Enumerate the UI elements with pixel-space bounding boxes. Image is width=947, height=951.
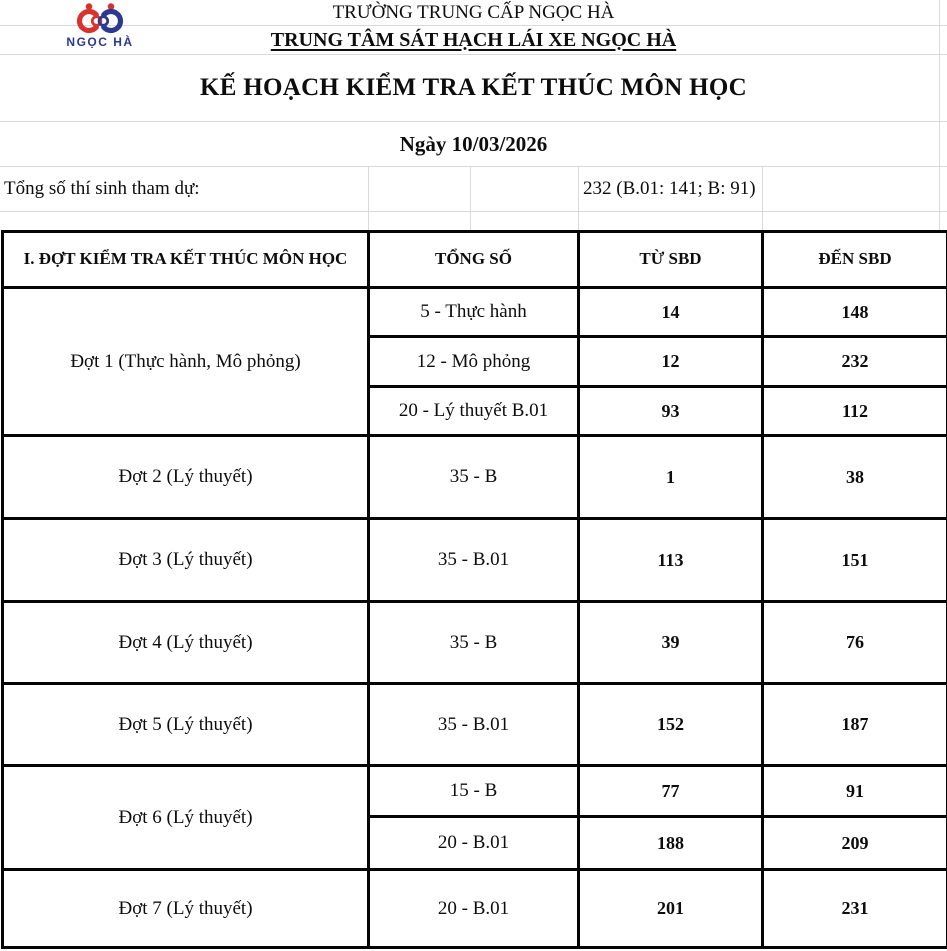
to-sbd-cell: 232 bbox=[763, 337, 947, 387]
table-row bbox=[3, 602, 947, 684]
table-row bbox=[3, 436, 947, 519]
from-sbd-cell: 113 bbox=[579, 519, 763, 602]
from-sbd-cell: 93 bbox=[579, 387, 763, 436]
gridline-vertical bbox=[368, 167, 369, 211]
gridline-vertical bbox=[578, 167, 579, 211]
total-candidates-row bbox=[0, 167, 947, 212]
from-sbd-cell: 77 bbox=[579, 766, 763, 817]
to-sbd-cell: 112 bbox=[763, 387, 947, 436]
table-row bbox=[3, 519, 947, 602]
from-sbd-cell: 188 bbox=[579, 817, 763, 870]
center-name: TRUNG TÂM SÁT HẠCH LÁI XE NGỌC HÀ bbox=[270, 28, 677, 51]
table-row bbox=[3, 870, 947, 948]
batch-label-cell: Đợt 2 (Lý thuyết) bbox=[3, 436, 369, 519]
to-sbd-cell: 231 bbox=[763, 870, 947, 948]
to-sbd-cell: 76 bbox=[763, 602, 947, 684]
total-cell: 35 - B bbox=[369, 436, 579, 519]
total-cell: 5 - Thực hành bbox=[369, 288, 579, 337]
batch-label-cell: Đợt 3 (Lý thuyết) bbox=[3, 519, 369, 602]
from-sbd-cell: 12 bbox=[579, 337, 763, 387]
total-cell: 35 - B bbox=[369, 602, 579, 684]
from-sbd-cell: 14 bbox=[579, 288, 763, 337]
total-cell: 20 - B.01 bbox=[369, 870, 579, 948]
gridline-vertical bbox=[368, 212, 369, 230]
gridline-vertical bbox=[470, 212, 471, 230]
from-sbd-cell: 201 bbox=[579, 870, 763, 948]
total-cell: 20 - B.01 bbox=[369, 817, 579, 870]
table-row bbox=[3, 684, 947, 766]
school-name: TRƯỜNG TRUNG CẤP NGỌC HÀ bbox=[332, 1, 615, 23]
to-sbd-cell: 38 bbox=[763, 436, 947, 519]
to-sbd-cell: 91 bbox=[763, 766, 947, 817]
column-header-from-sbd: TỪ SBD bbox=[579, 232, 763, 288]
to-sbd-cell: 209 bbox=[763, 817, 947, 870]
to-sbd-cell: 187 bbox=[763, 684, 947, 766]
batch-label-cell: Đợt 7 (Lý thuyết) bbox=[3, 870, 369, 948]
column-header-to-sbd: ĐẾN SBD bbox=[763, 232, 947, 288]
total-cell: 35 - B.01 bbox=[369, 684, 579, 766]
table-row bbox=[3, 766, 947, 817]
total-cell: 15 - B bbox=[369, 766, 579, 817]
batch-label-cell: Đợt 1 (Thực hành, Mô phỏng) bbox=[3, 288, 369, 436]
total-candidates-label: Tổng số thí sinh tham dự: bbox=[4, 178, 200, 199]
document-title-row bbox=[0, 55, 947, 122]
batch-label-cell: Đợt 6 (Lý thuyết) bbox=[3, 766, 369, 870]
column-header-total: TỔNG SỐ bbox=[369, 232, 579, 288]
gridline-vertical bbox=[762, 212, 763, 230]
gridline-vertical bbox=[762, 167, 763, 211]
from-sbd-cell: 152 bbox=[579, 684, 763, 766]
ngoc-ha-logo-text: NGỌC HÀ bbox=[66, 35, 134, 49]
gridline-vertical bbox=[578, 212, 579, 230]
to-sbd-cell: 148 bbox=[763, 288, 947, 337]
to-sbd-cell: 151 bbox=[763, 519, 947, 602]
column-header-batch: I. ĐỢT KIỂM TRA KẾT THÚC MÔN HỌC bbox=[3, 232, 369, 288]
spacer-row bbox=[0, 212, 947, 230]
ngoc-ha-logo-icon bbox=[58, 2, 142, 34]
total-cell: 35 - B.01 bbox=[369, 519, 579, 602]
batch-label-cell: Đợt 4 (Lý thuyết) bbox=[3, 602, 369, 684]
table-header-row bbox=[3, 232, 947, 288]
total-candidates-value: 232 (B.01: 141; B: 91) bbox=[583, 178, 756, 199]
exam-date-row bbox=[0, 122, 947, 167]
batch-label-cell: Đợt 5 (Lý thuyết) bbox=[3, 684, 369, 766]
ngoc-ha-logo bbox=[56, 2, 144, 49]
from-sbd-cell: 39 bbox=[579, 602, 763, 684]
total-cell: 12 - Mô phỏng bbox=[369, 337, 579, 387]
table-row bbox=[3, 288, 947, 337]
from-sbd-cell: 1 bbox=[579, 436, 763, 519]
total-cell: 20 - Lý thuyết B.01 bbox=[369, 387, 579, 436]
document-title: KẾ HOẠCH KIỂM TRA KẾT THÚC MÔN HỌC bbox=[199, 74, 748, 101]
exam-schedule-table bbox=[1, 230, 947, 949]
exam-date: Ngày 10/03/2026 bbox=[399, 131, 548, 156]
gridline-vertical bbox=[470, 167, 471, 211]
